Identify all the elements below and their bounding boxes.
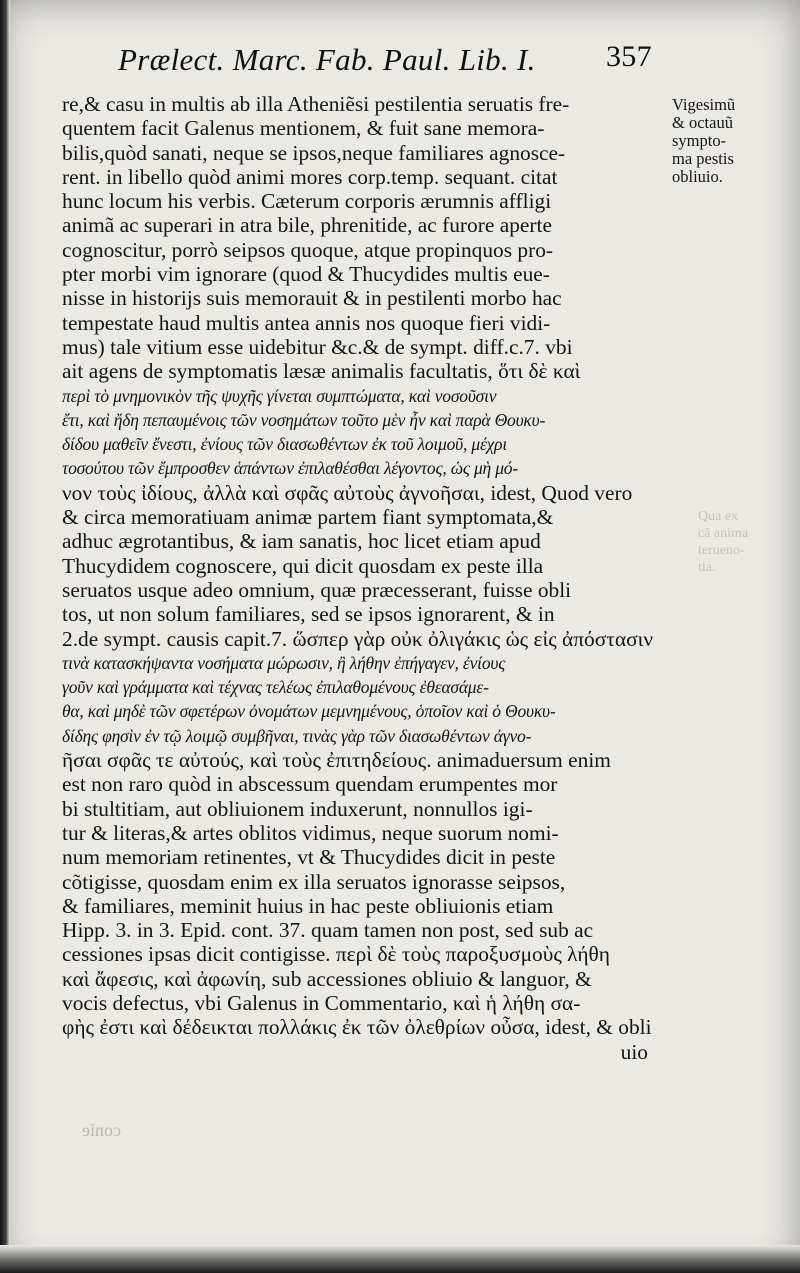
text-line: θα, καὶ μηδὲ τῶν σφετέρων ὀνομάτων μεμνημένους, ὁποῖον καὶ ὁ Θουκυ- xyxy=(62,701,556,722)
text-line: περὶ τὸ μνημονικὸν τῆς ψυχῆς γίνεται συμπτώματα, καὶ νοσοῦσιν xyxy=(62,385,497,406)
text-line: num memoriam retinentes, vt & Thucydides dicit in peste xyxy=(62,845,556,870)
text-line: τοσούτου τῶν ἔμπροσθεν ἁπάντων ἐπιλαθέσθαι λέγοντος, ὡς μὴ μό- xyxy=(62,458,518,479)
text-line: cõtigisse, quosdam enim ex illa seruatos ignorasse seipsos, xyxy=(62,869,566,894)
margin-note-line: obliuio. xyxy=(672,167,723,186)
text-line: νον τοὺς ἰδίους, ἀλλὰ καὶ σφᾶς αὐτοὺς ἀγνοῆσαι, idest, Quod vero xyxy=(62,480,633,505)
text-line: ait agens de symptomatis læsæ animalis facultatis, ὅτι δὲ καὶ xyxy=(62,359,581,384)
text-line: cognoscitur, porrò seipsos quoque, atque propinquos pro- xyxy=(62,237,554,262)
text-line: & familiares, meminit huius in hac peste obliuionis etiam xyxy=(62,893,554,918)
text-line: uio xyxy=(620,1039,648,1064)
text-line: nisse in historijs suis memorauit & in pestilenti morbo hac xyxy=(62,286,562,311)
margin-note-line: ma pestis xyxy=(672,149,734,168)
running-title: Prælect. Marc. Fab. Paul. Lib. I. xyxy=(118,42,536,77)
text-line: 2.de sympt. causis capit.7. ὥσπερ γὰρ οὐκ ὀλιγάκις ὡς εἰς ἀπόστασιν xyxy=(62,626,654,651)
text-line: γοῦν καὶ γράμματα καὶ τέχνας τελέως ἐπιλαθομένους ἐθεασάμε- xyxy=(62,677,489,698)
margin-note-line: sympto- xyxy=(672,131,727,150)
page-edge-left xyxy=(0,0,10,1273)
text-line: bi stultitiam, aut obliuionem induxerunt, nonnullos igi- xyxy=(62,796,533,821)
text-line: cessiones ipsas dicit contigisse. περὶ δὲ τοὺς παροξυσμοὺς λήθη xyxy=(62,942,610,967)
main-text-block xyxy=(62,92,668,1064)
text-line: tempestate haud multis antea annis nos quoque fieri vidi- xyxy=(62,310,551,335)
text-line: adhuc ægrotantibus, & iam sanatis, hoc licet etiam apud xyxy=(62,529,541,554)
text-line: animã ac superari in atra bile, phrenitide, ac furore aperte xyxy=(62,213,552,238)
bleed-through-line: terueno- xyxy=(698,543,745,558)
text-line: tur & literas,& artes oblitos vidimus, neque suorum nomi- xyxy=(62,820,559,845)
text-line: est non raro quòd in abscessum quendam erumpentes mor xyxy=(62,772,558,797)
bleed-through-line: cā anima xyxy=(698,526,749,541)
text-line: tos, ut non solum familiares, sed se ipsos ignorarent, & in xyxy=(62,602,555,627)
text-line: bilis,quòd sanati, neque se ipsos,neque familiares agnosce- xyxy=(62,140,566,165)
margin-note-line: & octauũ xyxy=(672,113,733,132)
text-line: & circa memoratiuam animæ partem fiant symptomata,& xyxy=(62,505,554,530)
bleed-through-note xyxy=(698,508,788,576)
margin-note xyxy=(672,96,792,186)
text-line: hunc locum his verbis. Cæterum corporis ærumnis affligi xyxy=(62,189,552,214)
text-line: τινὰ κατασκήψαντα νοσήματα μώρωσιν, ἢ λήθην ἐπήγαγεν, ἐνίους xyxy=(62,652,506,673)
text-line: seruatos usque adeo omnium, quæ præcesserant, fuisse obli xyxy=(62,577,572,602)
text-line: vocis defectus, vbi Galenus in Commentario, καὶ ἡ λήθη σα- xyxy=(62,990,581,1015)
running-header xyxy=(118,42,678,86)
text-line: re,& casu in multis ab illa Atheniẽsi pestilentia seruatis fre- xyxy=(62,92,570,116)
text-line: rent. in libello quòd animi mores corp.temp. sequant. citat xyxy=(62,164,558,189)
bleed-through-line: tia. xyxy=(698,560,716,575)
text-line: δίδης φησὶν ἐν τῷ λοιμῷ συμβῆναι, τινὰς γὰρ τῶν διασωθέντων ἀγνο- xyxy=(62,725,532,746)
text-line: φὴς ἐστι καὶ δέδεικται πολλάκις ἐκ τῶν ὀλεθρίων οὖσα, idest, & obli xyxy=(62,1015,652,1040)
text-line: mus) tale vitium esse uidebitur &c.& de sympt. diff.c.7. vbi xyxy=(62,334,573,359)
text-line: ῆσαι σφᾶς τε αὐτούς, καὶ τοὺς ἐπιτηδείους. animaduersum enim xyxy=(62,748,611,773)
text-line: pter morbi vim ignorare (quod & Thucydides multis eue- xyxy=(62,262,550,287)
page-edge-bottom xyxy=(0,1245,800,1273)
text-line: Thucydidem cognoscere, qui dicit quosdam ex peste illa xyxy=(62,553,544,578)
text-line: δίδου μαθεῖν ἔνεστι, ἐνίους τῶν διασωθέντων ἐκ τοῦ λοιμοῦ, μέχρι xyxy=(62,434,507,455)
bleed-through-line: Qua ex xyxy=(698,509,739,524)
text-line: quentem facit Galenus mentionem, & fuit sane memora- xyxy=(62,116,545,141)
page-number: 357 xyxy=(606,40,652,73)
bleed-through-catchword: conie xyxy=(82,1120,121,1140)
text-line: Hipp. 3. in 3. Epid. cont. 37. quam tamen non post, sed sub ac xyxy=(62,918,594,943)
text-line: καὶ ἄφεσις, καὶ ἀφωνίη, sub accessiones obliuio & languor, & xyxy=(62,966,592,991)
text-line: ἔτι, καὶ ἤδη πεπαυμένοις τῶν νοσημάτων τοῦτο μὲν ἦν καὶ παρὰ Θουκυ- xyxy=(62,409,546,430)
margin-note-line: Vigesimũ xyxy=(672,95,736,114)
